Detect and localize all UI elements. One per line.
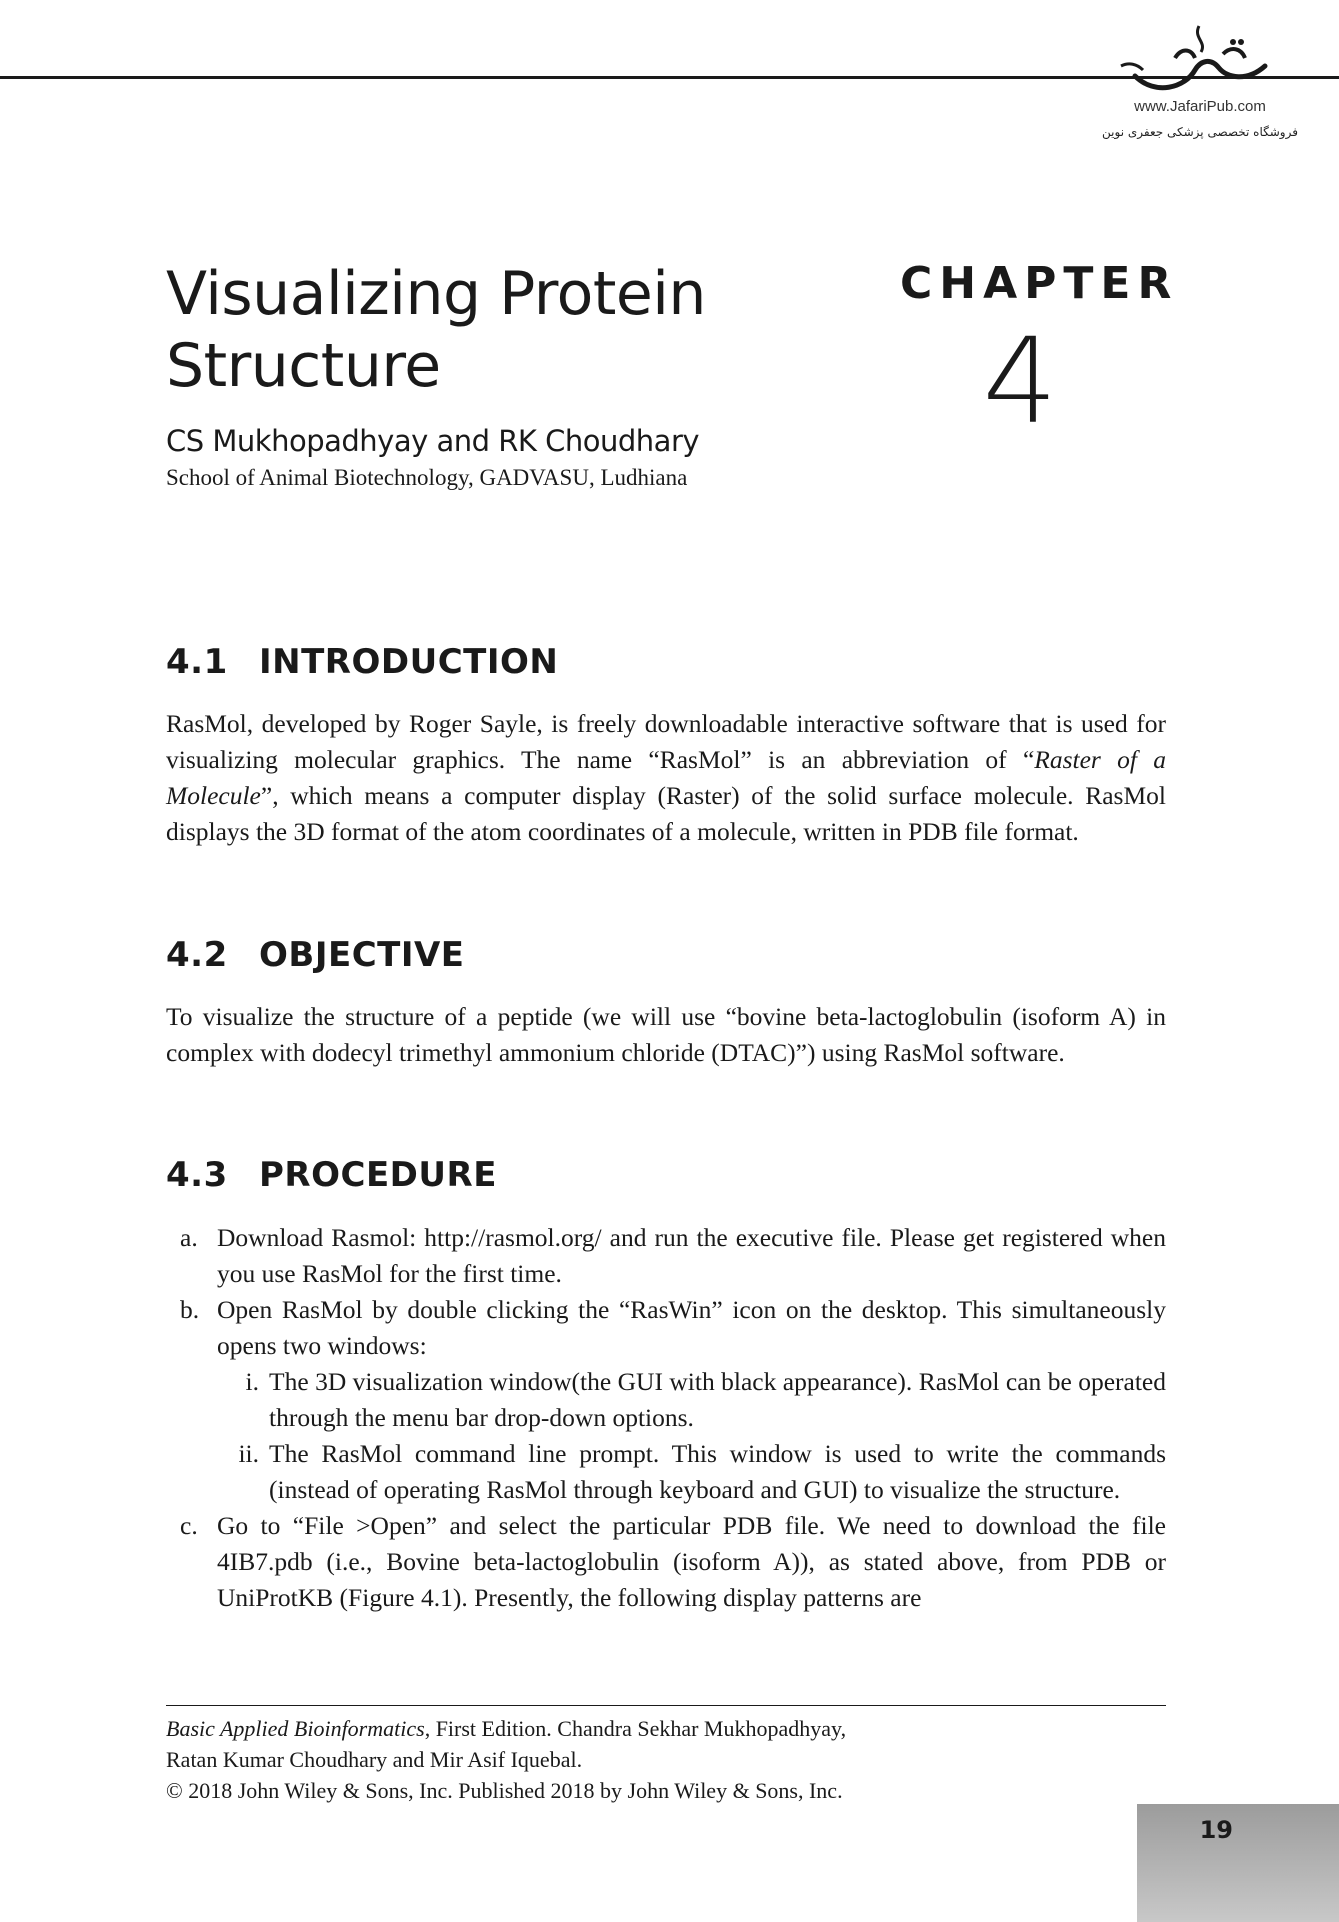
sub-list-item <box>217 1364 1166 1436</box>
copyright-footer <box>166 1713 1166 1806</box>
sub-list-item <box>217 1436 1166 1508</box>
footer-line-2: Ratan Kumar Choudhary and Mir Asif Iquebal. <box>166 1747 583 1772</box>
section-heading-introduction <box>166 642 558 682</box>
page-number-tab <box>1137 1804 1339 1922</box>
chapter-title-line2: Structure <box>166 331 441 401</box>
chapter-authors: CS Mukhopadhyay and RK Choudhary <box>166 424 700 458</box>
book-title: Basic Applied Bioinformatics <box>166 1716 425 1741</box>
section-title: PROCEDURE <box>259 1155 497 1195</box>
italic-term: Raster of a Molecule <box>166 745 1166 810</box>
list-item <box>166 1292 1166 1508</box>
chapter-title-line1: Visualizing Protein <box>166 259 706 329</box>
list-item-text: Go to “File >Open” and select the particular PDB file. We need to download the file 4IB7.pdb (i.e., Bovine beta-lactoglobulin (isoform A)), as stated above, from PDB or UniProtKB (Figure 4.1). Presently, the following display patterns are <box>217 1511 1166 1612</box>
sub-list <box>217 1364 1166 1508</box>
chapter-title <box>166 258 786 402</box>
logo-subtitle: فروشگاه تخصصی پزشکی جعفری نوین <box>1102 125 1298 139</box>
footer-rule <box>166 1705 1166 1706</box>
section-title: OBJECTIVE <box>259 935 465 975</box>
footer-line-1: Basic Applied Bioinformatics, First Edition. Chandra Sekhar Mukhopadhyay, <box>166 1716 847 1741</box>
list-marker: b. <box>180 1295 200 1324</box>
list-item-text: Download Rasmol: http://rasmol.org/ and run the executive file. Please get registered when you use RasMol for the first time. <box>217 1223 1166 1288</box>
procedure-list <box>166 1220 1166 1616</box>
list-marker: a. <box>180 1223 198 1252</box>
list-item <box>166 1220 1166 1292</box>
section-number: 4.3 <box>166 1155 228 1195</box>
publisher-logo <box>1095 18 1305 139</box>
footer-line-3: © 2018 John Wiley & Sons, Inc. Published 2018 by John Wiley & Sons, Inc. <box>166 1778 843 1803</box>
logo-emblem-icon <box>1115 18 1285 98</box>
sub-list-marker: i. <box>245 1367 259 1396</box>
section-title: INTRODUCTION <box>259 642 559 682</box>
objective-paragraph: To visualize the structure of a peptide (we will use “bovine beta-lactoglobulin (isoform A) in complex with dodecyl trimethyl ammonium chloride (DTAC)”) using RasMol software. <box>166 1002 1166 1067</box>
list-item <box>166 1508 1166 1616</box>
page-number: 19 <box>1199 1816 1233 1844</box>
author-affiliation: School of Animal Biotechnology, GADVASU, Ludhiana <box>166 465 688 490</box>
section-number: 4.2 <box>166 935 228 975</box>
section-heading-procedure <box>166 1155 497 1195</box>
sub-list-marker: ii. <box>238 1439 259 1468</box>
logo-url: www.JafariPub.com <box>1134 98 1266 115</box>
section-number: 4.1 <box>166 642 228 682</box>
list-marker: c. <box>180 1511 198 1540</box>
section-heading-objective <box>166 935 465 975</box>
sub-list-item-text: The RasMol command line prompt. This window is used to write the commands (instead of operating RasMol through keyboard and GUI) to visualize the structure. <box>269 1439 1166 1504</box>
introduction-paragraph: RasMol, developed by Roger Sayle, is freely downloadable interactive software that is used for visualizing molecular graphics. The name “RasMol” is an abbreviation of “Raster of a Molecule”, which means a computer display (Raster) of the solid surface molecule. RasMol displays the 3D format of the atom coordinates of a molecule, written in PDB file format. <box>166 709 1166 846</box>
list-item-text: Open RasMol by double clicking the “RasWin” icon on the desktop. This simultaneously opens two windows: <box>217 1295 1166 1360</box>
sub-list-item-text: The 3D visualization window(the GUI with black appearance). RasMol can be operated through the menu bar drop-down options. <box>269 1367 1166 1432</box>
chapter-label: CHAPTER <box>900 258 1179 309</box>
chapter-number: 4 <box>982 312 1058 450</box>
